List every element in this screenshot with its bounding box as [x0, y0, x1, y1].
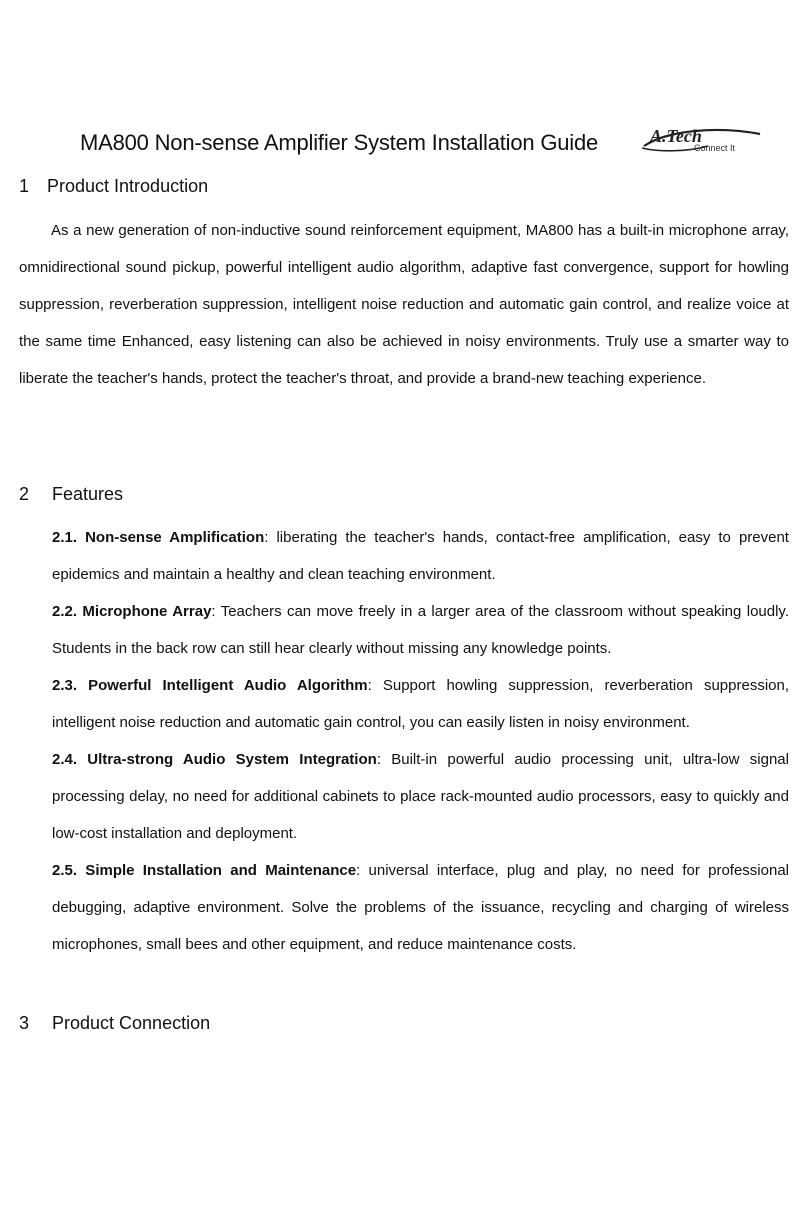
feature-text: : liberating the teacher's hands, contact-free amplification, easy to prevent epidemics and maintain a healthy and clean teaching environment. — [52, 529, 789, 583]
list-item — [52, 519, 789, 593]
list-item — [52, 593, 789, 667]
section-heading-features — [19, 484, 123, 505]
feature-text: : Teachers can move freely in a larger area of the classroom without speaking loudly. Students in the back row can still hear clearly without missing any knowledge points. — [52, 603, 789, 657]
section-number: 1 — [19, 176, 30, 196]
feature-label: 2.4. Ultra-strong Audio System Integration — [52, 751, 377, 768]
section-title: Product Introduction — [47, 176, 209, 196]
logo-sub-text: Connect It — [694, 143, 736, 153]
document-title: MA800 Non-sense Amplifier System Installation Guide — [80, 130, 599, 155]
logo-main-text: A.Tech — [650, 126, 702, 146]
feature-label: 2.2. Microphone Array — [52, 603, 212, 620]
feature-label: 2.5. Simple Installation and Maintenance — [52, 862, 357, 879]
section-title: Product Connection — [52, 1013, 211, 1033]
section-heading-connection — [19, 1013, 210, 1034]
section-heading-intro — [19, 176, 208, 197]
intro-text: As a new generation of non-inductive sound reinforcement equipment, MA800 has a built-in microphone array, omnidirectional sound pickup, powerful intelligent audio algorithm, adaptive fast convergence, support for howling suppression, reverberation suppression, intelligent noise reduction and automatic gain control, and realize voice at the same time Enhanced, easy listening can also be achieved in noisy environments. Truly use a smarter way to liberate the teacher's hands, protect the teacher's throat, and provide a brand-new teaching experience. — [19, 222, 789, 387]
feature-label: 2.3. Powerful Intelligent Audio Algorithm — [52, 677, 368, 694]
list-item — [52, 741, 789, 852]
section-title: Features — [52, 484, 124, 504]
list-item — [52, 852, 789, 963]
feature-text: : Built-in powerful audio processing unit, ultra-low signal processing delay, no need for additional cabinets to place rack-mounted audio processors, easy to quickly and low-cost installation and deployment. — [52, 751, 789, 842]
list-item — [52, 667, 789, 741]
feature-text: : universal interface, plug and play, no need for professional debugging, adaptive environment. Solve the problems of the issuance, recycling and charging of wireless microphones, small bees and other equipment, and reduce maintenance costs. — [52, 862, 789, 953]
features-list — [52, 519, 789, 963]
feature-text: : Support howling suppression, reverberation suppression, intelligent noise reduction and automatic gain control, you can easily listen in noisy environment. — [52, 677, 789, 731]
section-number: 2 — [19, 484, 30, 504]
a-tech-logo — [638, 122, 766, 158]
section-number: 3 — [19, 1013, 30, 1033]
intro-paragraph — [19, 212, 789, 397]
feature-label: 2.1. Non-sense Amplification — [52, 529, 265, 546]
